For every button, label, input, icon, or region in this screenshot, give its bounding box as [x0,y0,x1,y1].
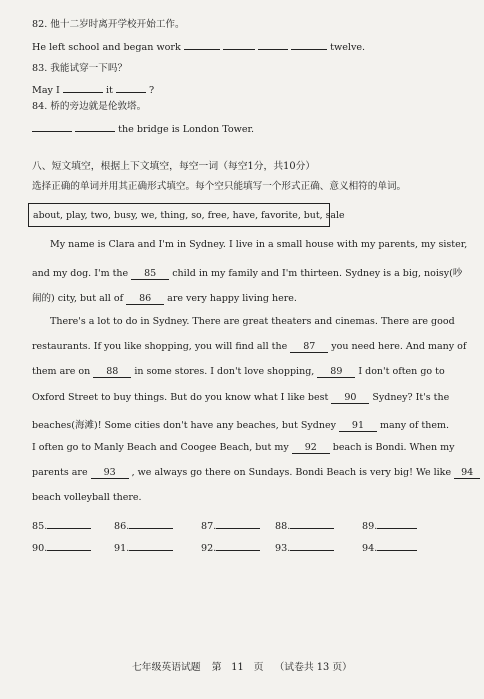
passage-text: beaches(海滩)! Some cities don't have any beaches, but Sydney [32,420,336,431]
blank-85[interactable]: 85 [131,268,169,280]
answer-label: 89. [362,521,378,532]
passage-text: are very happy living here. [167,293,297,304]
answer-85[interactable] [32,517,91,532]
passage-text: 闹的) city, but all of [32,293,124,304]
blank-94[interactable]: 94 [454,467,480,479]
q84-english [32,120,254,135]
answer-line[interactable] [47,539,91,551]
passage-line-2 [32,265,462,280]
passage-line-4 [50,316,455,327]
q84-text-b: the bridge is London Tower. [118,124,255,135]
answer-label: 91. [114,543,130,554]
section-instruction: 选择正确的单词并用其正确形式填空。每个空只能填写一个形式正确、意义相符的单词。 [32,181,407,192]
answer-88[interactable] [275,517,334,532]
passage-line-9 [32,442,455,454]
passage-text: Sydney? It's the [372,392,450,403]
q82-blank-3[interactable] [258,38,288,50]
answer-line[interactable] [129,539,173,551]
answer-91[interactable] [114,539,173,554]
answer-line[interactable] [290,539,334,551]
answer-label: 94. [362,543,378,554]
q82-english [32,38,365,53]
q82-chinese: 82. 他十二岁时离开学校开始工作。 [32,19,185,30]
passage-text: them are on [32,366,91,377]
passage-text: My name is Clara and I'm in Sydney. I live in a small house with my parents, my sister, [50,239,468,250]
q82-blank-2[interactable] [223,38,255,50]
answer-label: 93. [275,543,291,554]
answer-line[interactable] [216,539,260,551]
q82-blank-4[interactable] [291,38,327,50]
passage-text: child in my family and I'm thirteen. Sydney is a big, noisy(吵 [172,268,463,279]
answer-94[interactable] [362,539,417,554]
passage-line-7 [32,392,449,404]
passage-text: There's a lot to do in Sydney. There are great theaters and cinemas. There are good [50,316,455,327]
answer-93[interactable] [275,539,334,554]
answer-92[interactable] [201,539,260,554]
answer-label: 87. [201,521,217,532]
answer-90[interactable] [32,539,91,554]
q82-blank-1[interactable] [184,38,220,50]
passage-line-8 [32,417,449,432]
footer-subject: 七年级英语试题 [132,662,201,673]
footer-page: 第 11 页 [211,662,264,673]
answer-label: 86. [114,521,130,532]
blank-87[interactable]: 87 [290,341,328,353]
answer-89[interactable] [362,517,417,532]
q83-text-a: May I [32,85,60,96]
answer-label: 92. [201,543,217,554]
answer-label: 88. [275,521,291,532]
passage-text: parents are [32,467,88,478]
passage-line-11 [32,492,142,503]
passage-text: I often go to Manly Beach and Coogee Beach, but my [32,442,289,453]
answer-line[interactable] [216,517,260,529]
q82-text-a: He left school and began work [32,42,181,53]
passage-text: , we always go there on Sundays. Bondi Beach is very big! We like [131,467,452,478]
q84-chinese: 84. 桥的旁边就是伦敦塔。 [32,101,147,112]
passage-line-5 [32,341,466,353]
q83-chinese: 83. 我能试穿一下吗？ [32,63,128,74]
blank-89[interactable]: 89 [317,366,355,378]
blank-88[interactable]: 88 [93,366,131,378]
passage-text: many of them. [380,420,450,431]
answer-line[interactable] [290,517,334,529]
passage-line-3 [32,290,297,305]
q82-text-b: twelve. [330,42,366,53]
q84-blank-2[interactable] [75,120,115,132]
answer-line[interactable] [377,539,417,551]
footer-total: （试卷共 13 页） [274,662,352,673]
answer-line[interactable] [47,517,91,529]
passage-text: beach is Bondi. When my [332,442,455,453]
q84-blank-1[interactable] [32,120,72,132]
answer-86[interactable] [114,517,173,532]
passage-text: I don't often go to [358,366,445,377]
passage-line-6 [32,366,445,378]
passage-text: Oxford Street to buy things. But do you know what I like best [32,392,329,403]
q83-blank-1[interactable] [63,81,103,93]
section-title: 八、短文填空，根据上下文填空，每空一词（每空1分，共10分） [32,161,316,172]
passage-text: restaurants. If you like shopping, you will find all the [32,341,288,352]
blank-86[interactable]: 86 [126,293,164,305]
blank-92[interactable]: 92 [292,442,330,454]
q83-english [32,81,154,96]
passage-text: in some stores. I don't love shopping, [134,366,315,377]
answer-line[interactable] [377,517,417,529]
q83-text-c: ? [149,85,155,96]
blank-90[interactable]: 90 [331,392,369,404]
passage-line-1 [50,239,467,250]
passage-text: and my dog. I'm the [32,268,129,279]
passage-text: beach volleyball there. [32,492,142,503]
blank-91[interactable]: 91 [339,420,377,432]
word-box: about, play, two, busy, we, thing, so, free, have, favorite, but, sale [28,203,330,227]
q83-text-b: it [105,85,113,96]
answer-label: 85. [32,521,48,532]
page-footer [0,659,484,673]
answer-87[interactable] [201,517,260,532]
blank-93[interactable]: 93 [91,467,129,479]
passage-text: you need here. And many of [331,341,467,352]
passage-line-10 [32,467,480,479]
answer-line[interactable] [129,517,173,529]
q83-blank-2[interactable] [116,81,146,93]
answer-label: 90. [32,543,48,554]
